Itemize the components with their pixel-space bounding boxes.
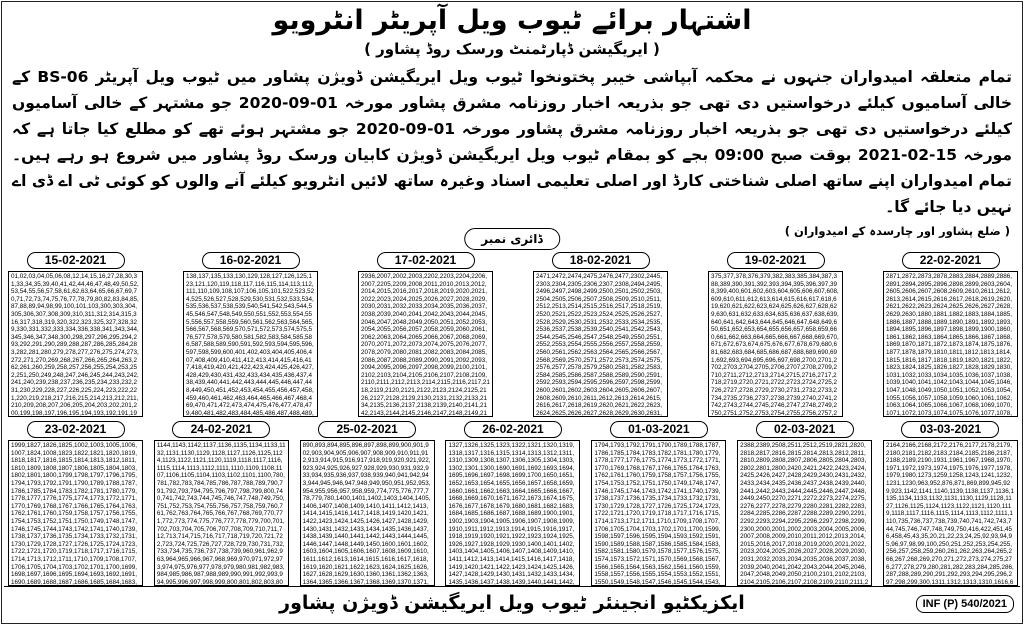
schedule-date: 26-02-2021: [464, 421, 562, 438]
schedule-date: 25-02-2021: [318, 421, 416, 438]
applicants-note: ( ضلع پشاور اور چارسدہ کے امیدواران ): [784, 224, 1010, 238]
schedule-box: [358, 252, 493, 417]
schedule-box: [591, 421, 726, 586]
schedule-box: [300, 421, 435, 586]
diary-number-list: 2164,2166,2168,2172,2176,2177,2178,2179,2180,2181,2182,2183,2184,2185,2186,2187,2188,2189,2190,1931,1961,1967,1968,1970,1971,1972,1973,1974,1975,1976,1977,1978,1979,1980,1273,1259,1258,1243,1241,1232,1231,1230,963,952,876,871,869,899,945,929,923,1142,1141,1140,1139,1138,1137,1136,1135,1134,1133,1132,1131,1130,1129,1128,1127,1126,1125,1124,1123,1122,1121,1120,1119,1118,1117,1116,1115,1114,1113,1112,1111,1110,735,736,737,738,739,740,741,742,743,744,745,746,747,748,749,750,416,422,451,456,458,45,43,35,20,21,22,23,24,25,92,93,94,95,96,97,98,99,100,250,251,252,253,254,255,256,257,258,259,260,261,262,263,264,265,266,267,268,269,270,271,272,273,274,275,276,277,278,279,280,281,282,283,284,285,286,287,288,289,290,291,292,293,294,295,296,297,298,299,300,1311,1312,1313,1310,1616,6: [883, 440, 1018, 586]
diary-number-list: 1144,1143,1142,1137,1136,1135,1134,1133,1132,1131,1130,1129,1128,1127,1126,1125,1124,1123,1122,1121,1120,1119,1118,1117,1116,1115,1114,1113,1112,1111,1110,1109,1108,1107,1106,1105,1104,1103,1102,1101,1100,780,781,782,783,784,785,786,787,788,789,790,791,792,793,794,795,796,797,798,799,800,740,741,742,743,744,745,746,747,748,749,750,751,752,753,754,755,756,757,758,759,760,761,762,763,764,765,766,767,768,769,770,771,772,773,774,775,776,777,778,779,700,701,702,703,704,705,706,707,708,709,710,711,712,713,714,715,716,717,718,719,720,721,722,723,724,725,726,727,728,729,730,731,732,733,734,735,736,737,738,739,960,961,962,963,964,965,966,967,968,969,970,971,972,973,974,975,976,977,978,979,980,981,982,983,984,985,986,987,988,989,990,991,992,993,994,995,996,997,998,999,800,801,802,803,80: [154, 440, 289, 586]
schedule-box: [445, 421, 580, 586]
schedule-box: [8, 252, 143, 417]
schedule-box: [883, 421, 1018, 586]
diary-number-list: 1999,1827,1826,1825,1002,1003,1005,1006,1007,1824,1008,1823,1822,1821,1820,1819,1818,1817,1816,1815,1814,1813,1812,1811,1810,1809,1808,1807,1806,1805,1804,1803,1802,1801,1800,1799,1798,1797,1796,1795,1794,1793,1792,1791,1790,1789,1788,1787,1786,1785,1784,1783,1782,1781,1780,1779,1778,1777,1776,1775,1774,1773,1772,1771,1770,1769,1768,1767,1766,1765,1764,1763,1762,1761,1760,1759,1758,1757,1756,1755,1754,1753,1752,1751,1750,1749,1748,1747,1746,1745,1744,1743,1742,1741,1740,1739,1738,1737,1736,1735,1734,1733,1732,1731,1730,1729,1728,1727,1726,1725,1724,1723,1722,1721,1720,1719,1718,1717,1716,1715,1714,1713,1712,1711,1710,1709,1708,1707,1706,1705,1704,1703,1702,1701,1700,1699,1698,1697,1696,1695,1694,1693,1692,1691,1690,1689,1688,1687,1686,1685,1684,1683,: [8, 440, 143, 586]
schedule-grid: [8, 252, 1018, 586]
notice-body: [12, 64, 1012, 220]
diary-label: ڈائری نمبر: [464, 228, 560, 250]
schedule-box: [883, 252, 1018, 417]
diary-number-list: 2871,2872,2873,2878,2883,2884,2889,2886,2891,2894,2895,2896,2898,2899,2603,2604,2605,2606,2607,2608,2609,2610,2611,2612,2613,2614,2615,2616,2617,2618,2619,2620,2621,2622,2623,2624,2625,2626,2627,2628,2629,2630,1880,1881,1882,1883,1884,1885,1886,1887,1888,1889,1890,1891,1892,1893,1894,1895,1896,1897,1898,1899,1900,1860,1861,1862,1863,1864,1865,1866,1867,1868,1869,1870,1871,1872,1873,1874,1875,1876,1877,1878,1879,1810,1811,1812,1813,1814,1815,1816,1817,1818,1819,1820,1821,1822,1823,1824,1825,1826,1827,1828,1829,1830,1031,1032,1033,1034,1035,1036,1037,1038,1039,1040,1041,1042,1043,1044,1045,1046,1047,1048,1049,1050,1051,1052,1053,1054,1055,1056,1057,1058,1059,1060,1061,1062,1063,1064,1065,1066,1067,1068,1069,1070,1071,1072,1073,1074,1075,1076,1077,1078,: [883, 271, 1018, 417]
diary-number-list: 2471,2472,2474,2475,2476,2477,2302,2445,2303,2304,2305,2306,2307,2308,2494,2495,2496,2497,2498,2499,2500,2501,2502,2503,2504,2505,2506,2507,2508,2509,2510,2511,2512,2513,2514,2515,2516,2517,2518,2519,2520,2521,2522,2523,2524,2525,2526,2527,2528,2529,2530,2531,2532,2533,2534,2535,2536,2537,2538,2539,2540,2541,2542,2543,2544,2545,2546,2547,2548,2549,2550,2551,2552,2553,2554,2555,2556,2557,2558,2559,2560,2561,2562,2563,2564,2565,2566,2567,2568,2569,2570,2571,2572,2573,2574,2575,2576,2577,2578,2579,2580,2581,2582,2583,2584,2585,2586,2587,2588,2589,2590,2591,2592,2593,2594,2595,2596,2597,2598,2599,2600,2601,2602,2603,2604,2605,2606,2607,2608,2609,2610,2611,2612,2613,2614,2615,2616,2617,2618,2619,2620,2621,2622,2623,2624,2625,2626,2627,2628,2629,2630,2631,: [533, 271, 668, 417]
schedule-date: 19-02-2021: [727, 252, 825, 269]
schedule-date: 24-02-2021: [172, 421, 270, 438]
schedule-box: [8, 421, 143, 586]
issuer-signature: ایکزیکٹیو انجینئر ٹیوب ویل ایریگیشن ڈویژن پشاور: [279, 592, 745, 614]
advertisement-page: [1, 1, 1023, 624]
schedule-row-2: [8, 421, 1018, 586]
schedule-date: 18-02-2021: [552, 252, 650, 269]
schedule-date: 02-03-2021: [756, 421, 854, 438]
schedule-row-1: [8, 252, 1018, 417]
diary-number-list: 138,137,135,133,130,129,128,127,126,125,123,121,120,119,118,117,116,115,114,113,112,111,110,109,108,107,106,105,101,522,523,524,525,526,527,528,529,530,531,532,533,534,535,536,537,538,539,540,541,542,543,544,545,546,547,548,549,550,551,552,553,554,555,556,557,558,559,560,561,562,563,564,565,566,567,568,569,570,571,572,573,574,575,576,577,578,579,580,581,582,583,584,585,586,587,588,589,590,591,592,593,594,595,596,597,598,599,600,401,402,403,404,405,406,407,408,409,410,411,412,413,414,415,416,417,418,419,420,421,422,423,424,425,426,427,428,429,430,431,432,433,434,435,436,437,438,439,440,441,442,443,444,445,446,447,448,449,450,451,452,453,454,455,456,457,458,459,460,461,462,463,464,465,466,467,468,469,470,471,472,473,474,475,476,477,478,479,480,481,482,483,484,485,486,487,488,489,: [183, 271, 318, 417]
schedule-date: 15-02-2021: [27, 252, 125, 269]
schedule-box: [183, 252, 318, 417]
schedule-date: 03-03-2021: [901, 421, 999, 438]
inf-reference: INF (P) 540/2021: [916, 595, 1014, 613]
schedule-date: 16-02-2021: [202, 252, 300, 269]
diary-number-list: 2936,2007,2002,2003,2202,2203,2204,2206,2007,2205,2209,2008,2011,2010,2013,2012,2014,2015,2016,2017,2018,2019,2020,2021,2022,2023,2024,2025,2026,2027,2028,2029,2030,2031,2032,2033,2034,2035,2036,2037,2038,2039,2040,2041,2042,2043,2044,2045,2046,2047,2048,2049,2050,2051,2052,2053,2054,2055,2056,2057,2058,2059,2060,2061,2062,2063,2064,2065,2066,2067,2068,2069,2070,2071,2072,2073,2074,2075,2076,2077,2078,2079,2080,2081,2082,2083,2084,2085,2086,2087,2088,2089,2090,2091,2092,2093,2094,2095,2096,2097,2098,2099,2100,2101,2102,2103,2104,2105,2106,2107,2108,2109,2110,2111,2112,2113,2114,2115,2116,2117,2118,2119,2120,2121,2122,2123,2124,2125,2126,2127,2128,2129,2130,2131,2132,2133,2134,2135,2136,2137,2138,2139,2140,2141,2142,2143,2144,2145,2146,2147,2148,2149,21: [358, 271, 493, 417]
diary-number-list: 890,893,894,895,896,897,898,899,900,901,902,903,904,905,906,907,908,909,910,911,912,913,914,915,916,917,918,919,920,921,922,923,924,925,926,927,928,929,930,931,932,933,934,935,936,937,938,939,940,941,942,943,944,945,946,947,948,949,950,951,952,953,954,955,956,957,958,959,774,775,776,777,778,779,780,1400,1401,1402,1403,1404,1405,1406,1407,1408,1409,1410,1411,1412,1413,1414,1415,1416,1417,1418,1419,1420,1421,1422,1423,1424,1425,1426,1427,1428,1429,1430,1431,1432,1433,1434,1435,1436,1437,1438,1439,1440,1441,1442,1443,1444,1445,1446,1447,1448,1449,1450,1600,1601,1602,1603,1604,1605,1606,1607,1608,1609,1610,1611,1612,1613,1614,1615,1616,1617,1618,1619,1620,1621,1622,1623,1624,1625,1626,1627,1628,1629,1630,1360,1361,1362,1363,1364,1365,1366,1367,1368,1369,1370,1371,: [300, 440, 435, 586]
diary-number-list: 01,02,03,04,05,06,08,12,14,15,16,27,28,30,31,33,34,35,39,40,41,42,44,46,47,48,49,50,52,53,54,55,56,57,58,61,62,63,64,65,66,67,69,70,71,72,73,74,75,76,77,78,79,80,82,83,84,85,87,88,89,94,98,99,100,101,103,300,303,304,305,306,307,308,309,310,311,312,314,315,316,317,318,319,320,322,323,325,327,328,329,330,331,332,333,334,336,338,341,343,344,345,346,347,348,300,298,297,296,295,294,293,292,291,290,289,288,287,286,285,284,283,282,281,280,279,278,277,276,275,274,273,272,271,270,269,268,267,266,265,264,263,262,261,260,259,258,257,256,255,254,253,252,251,250,249,248,247,246,245,244,243,242,241,240,239,238,237,236,235,234,233,232,231,230,229,228,227,226,225,224,223,222,221,220,219,218,217,216,215,214,213,212,211,210,209,208,207,206,205,204,203,202,201,200,199,198,197,196,195,194,193,192,191,19: [8, 271, 143, 417]
schedule-date: 22-02-2021: [902, 252, 1000, 269]
diary-row: [2, 228, 1022, 252]
schedule-box: [533, 252, 668, 417]
ad-subtitle: ( ایریگیشن ڈپارٹمنٹ ورسک روڈ پشاور ): [364, 40, 660, 58]
schedule-date: 23-02-2021: [27, 421, 125, 438]
diary-number-list: 2388,2389,2508,2511,2512,2519,2821,2820,2818,2817,2816,2815,2814,2813,2812,2811,2810,2809,2808,2807,2806,2805,2804,2803,2802,2801,2800,2420,2421,2422,2423,2424,2425,2426,2427,2428,2429,2430,2431,2432,2433,2434,2435,2436,2437,2438,2439,2440,2441,2442,2443,2444,2445,2446,2447,2448,2449,2450,2270,2271,2272,2273,2274,2275,2276,2277,2278,2279,2280,2281,2282,2283,2284,2285,2286,2287,2288,2289,2290,2291,2292,2293,2294,2295,2296,2297,2298,2299,2300,2000,2001,2002,2003,2004,2005,2006,2007,2008,2009,2010,2011,2012,2013,2014,2015,2016,2017,2018,2019,2020,2021,2022,2023,2024,2025,2026,2027,2028,2029,2030,2031,2032,2033,2034,2035,2036,2037,2038,2039,2040,2041,2042,2043,2044,2045,2046,2047,2048,2049,2050,2100,2101,2102,2103,2104,2105,2106,2107,2108,2109,2110,2111,2: [737, 440, 872, 586]
schedule-date: 01-03-2021: [610, 421, 708, 438]
ad-title: اشتہار برائے ٹیوب ویل آپریٹر انٹرویو: [272, 5, 752, 36]
footer-divider: [4, 586, 1020, 587]
diary-number-list: 375,377,378,376,379,382,383,385,384,387,388,389,390,391,392,393,394,395,396,397,398,399,400,601,602,603,604,605,606,607,608,609,610,611,612,613,614,615,616,617,618,619,620,621,622,623,624,625,626,627,628,629,630,631,632,633,634,635,636,637,638,639,640,641,642,643,644,645,646,647,648,649,650,651,652,653,654,655,656,657,658,659,660,661,662,663,664,665,666,667,668,669,670,671,672,673,674,675,676,677,678,679,680,681,682,683,684,685,686,687,688,689,690,691,692,693,694,695,696,697,698,2700,2701,2702,2703,2704,2705,2706,2707,2708,2709,2710,2711,2712,2713,2714,2715,2716,2717,2718,2719,2720,2721,2722,2723,2724,2725,2726,2727,2728,2729,2730,2731,2732,2733,2734,2735,2736,2737,2738,2739,2740,2741,2742,2743,2744,2745,2746,2747,2748,2749,2750,2751,2752,2753,2754,2755,2756,2757,2: [708, 271, 843, 417]
diary-number-list: 1794,1793,1792,1791,1790,1789,1788,1787,1786,1785,1784,1783,1782,1781,1780,1779,1778,1777,1776,1775,1774,1773,1772,1771,1770,1769,1768,1767,1766,1765,1764,1763,1762,1761,1760,1759,1758,1757,1756,1755,1754,1753,1752,1751,1750,1749,1748,1747,1746,1745,1744,1743,1742,1741,1740,1739,1738,1737,1736,1735,1734,1733,1732,1731,1730,1729,1728,1727,1726,1725,1724,1723,1722,1721,1720,1719,1718,1717,1716,1715,1714,1713,1712,1711,1710,1709,1708,1707,1706,1705,1704,1703,1702,1701,1700,1599,1598,1597,1596,1595,1594,1593,1592,1591,1590,1589,1588,1587,1586,1585,1584,1583,1582,1581,1580,1579,1578,1577,1576,1575,1574,1573,1572,1571,1570,1569,1568,1567,1566,1565,1564,1563,1562,1561,1560,1559,1558,1557,1556,1555,1554,1553,1552,1551,1550,1549,1548,1547,1546,1545,1544,1543,: [591, 440, 726, 586]
schedule-date: 17-02-2021: [377, 252, 475, 269]
schedule-box: [737, 421, 872, 586]
notice-paragraph: تمام متعلقہ امیدواران جنہوں نے محکمہ آبپاشی خیبر پختونخوا ٹیوب ویل ایریگیشن ڈویژن پشاور میں ٹیوب ویل آپریٹر BS-06 کے خالی آسامیوں کیلئے درخواستیں دی تھی جو بذریعہ اخبار روزنامہ مشرق پشاور مورخہ 01-09-2020 جو مشتہر کے خالی آسامیوں کیلئے درخواستیں دی تھی جو بذریعہ اخبار روزنامہ مشرق پشاور مورخہ 01-09-2020 جو مشتہر ہوئے تھے کو مطلع کیا جاتا ہے کہ مورخہ 15-02-2021 بوقت صبح 09:00 بجے کو بمقام ٹیوب ویل ایریگیشن ڈویژن کابیان ورسک روڈ پشاور میں شروع ہو رہے ہیں۔ تمام امیدواران اپنے ساتھ اصلی شناختی کارڈ اور اصلی تعلیمی اسناد وغیرہ ساتھ لائیں انٹرویو کیلئے آنے والوں کو کوئی ٹی اے ڈی اے نہیں دیا جائے گا۔: [12, 68, 1012, 216]
diary-number-list: 1327,1326,1325,1323,1322,1321,1320,1319,1318,1317,1316,1315,1314,1313,1312,1311,1310,1309,1308,1307,1306,1305,1304,1303,1302,1301,1300,1690,1691,1692,1693,1694,1695,1696,1697,1698,1699,1700,1650,1651,1652,1653,1654,1655,1656,1657,1658,1659,1660,1661,1662,1663,1664,1665,1666,1667,1668,1669,1670,1671,1672,1673,1674,1675,1676,1677,1678,1679,1680,1681,1682,1683,1684,1685,1686,1687,1688,1689,1900,1901,1902,1903,1904,1905,1906,1907,1908,1909,1910,1911,1912,1913,1914,1915,1916,1917,1918,1919,1920,1921,1922,1923,1924,1925,1926,1927,1928,1929,1930,1400,1401,1402,1403,1404,1405,1406,1407,1408,1409,1410,1411,1412,1413,1414,1415,1416,1417,1418,1419,1420,1421,1422,1423,1424,1425,1426,1427,1428,1429,1430,1431,1432,1433,1434,1435,1436,1437,1438,1439,1440,1441,1442,: [445, 440, 580, 586]
schedule-box: [708, 252, 843, 417]
schedule-box: [154, 421, 289, 586]
